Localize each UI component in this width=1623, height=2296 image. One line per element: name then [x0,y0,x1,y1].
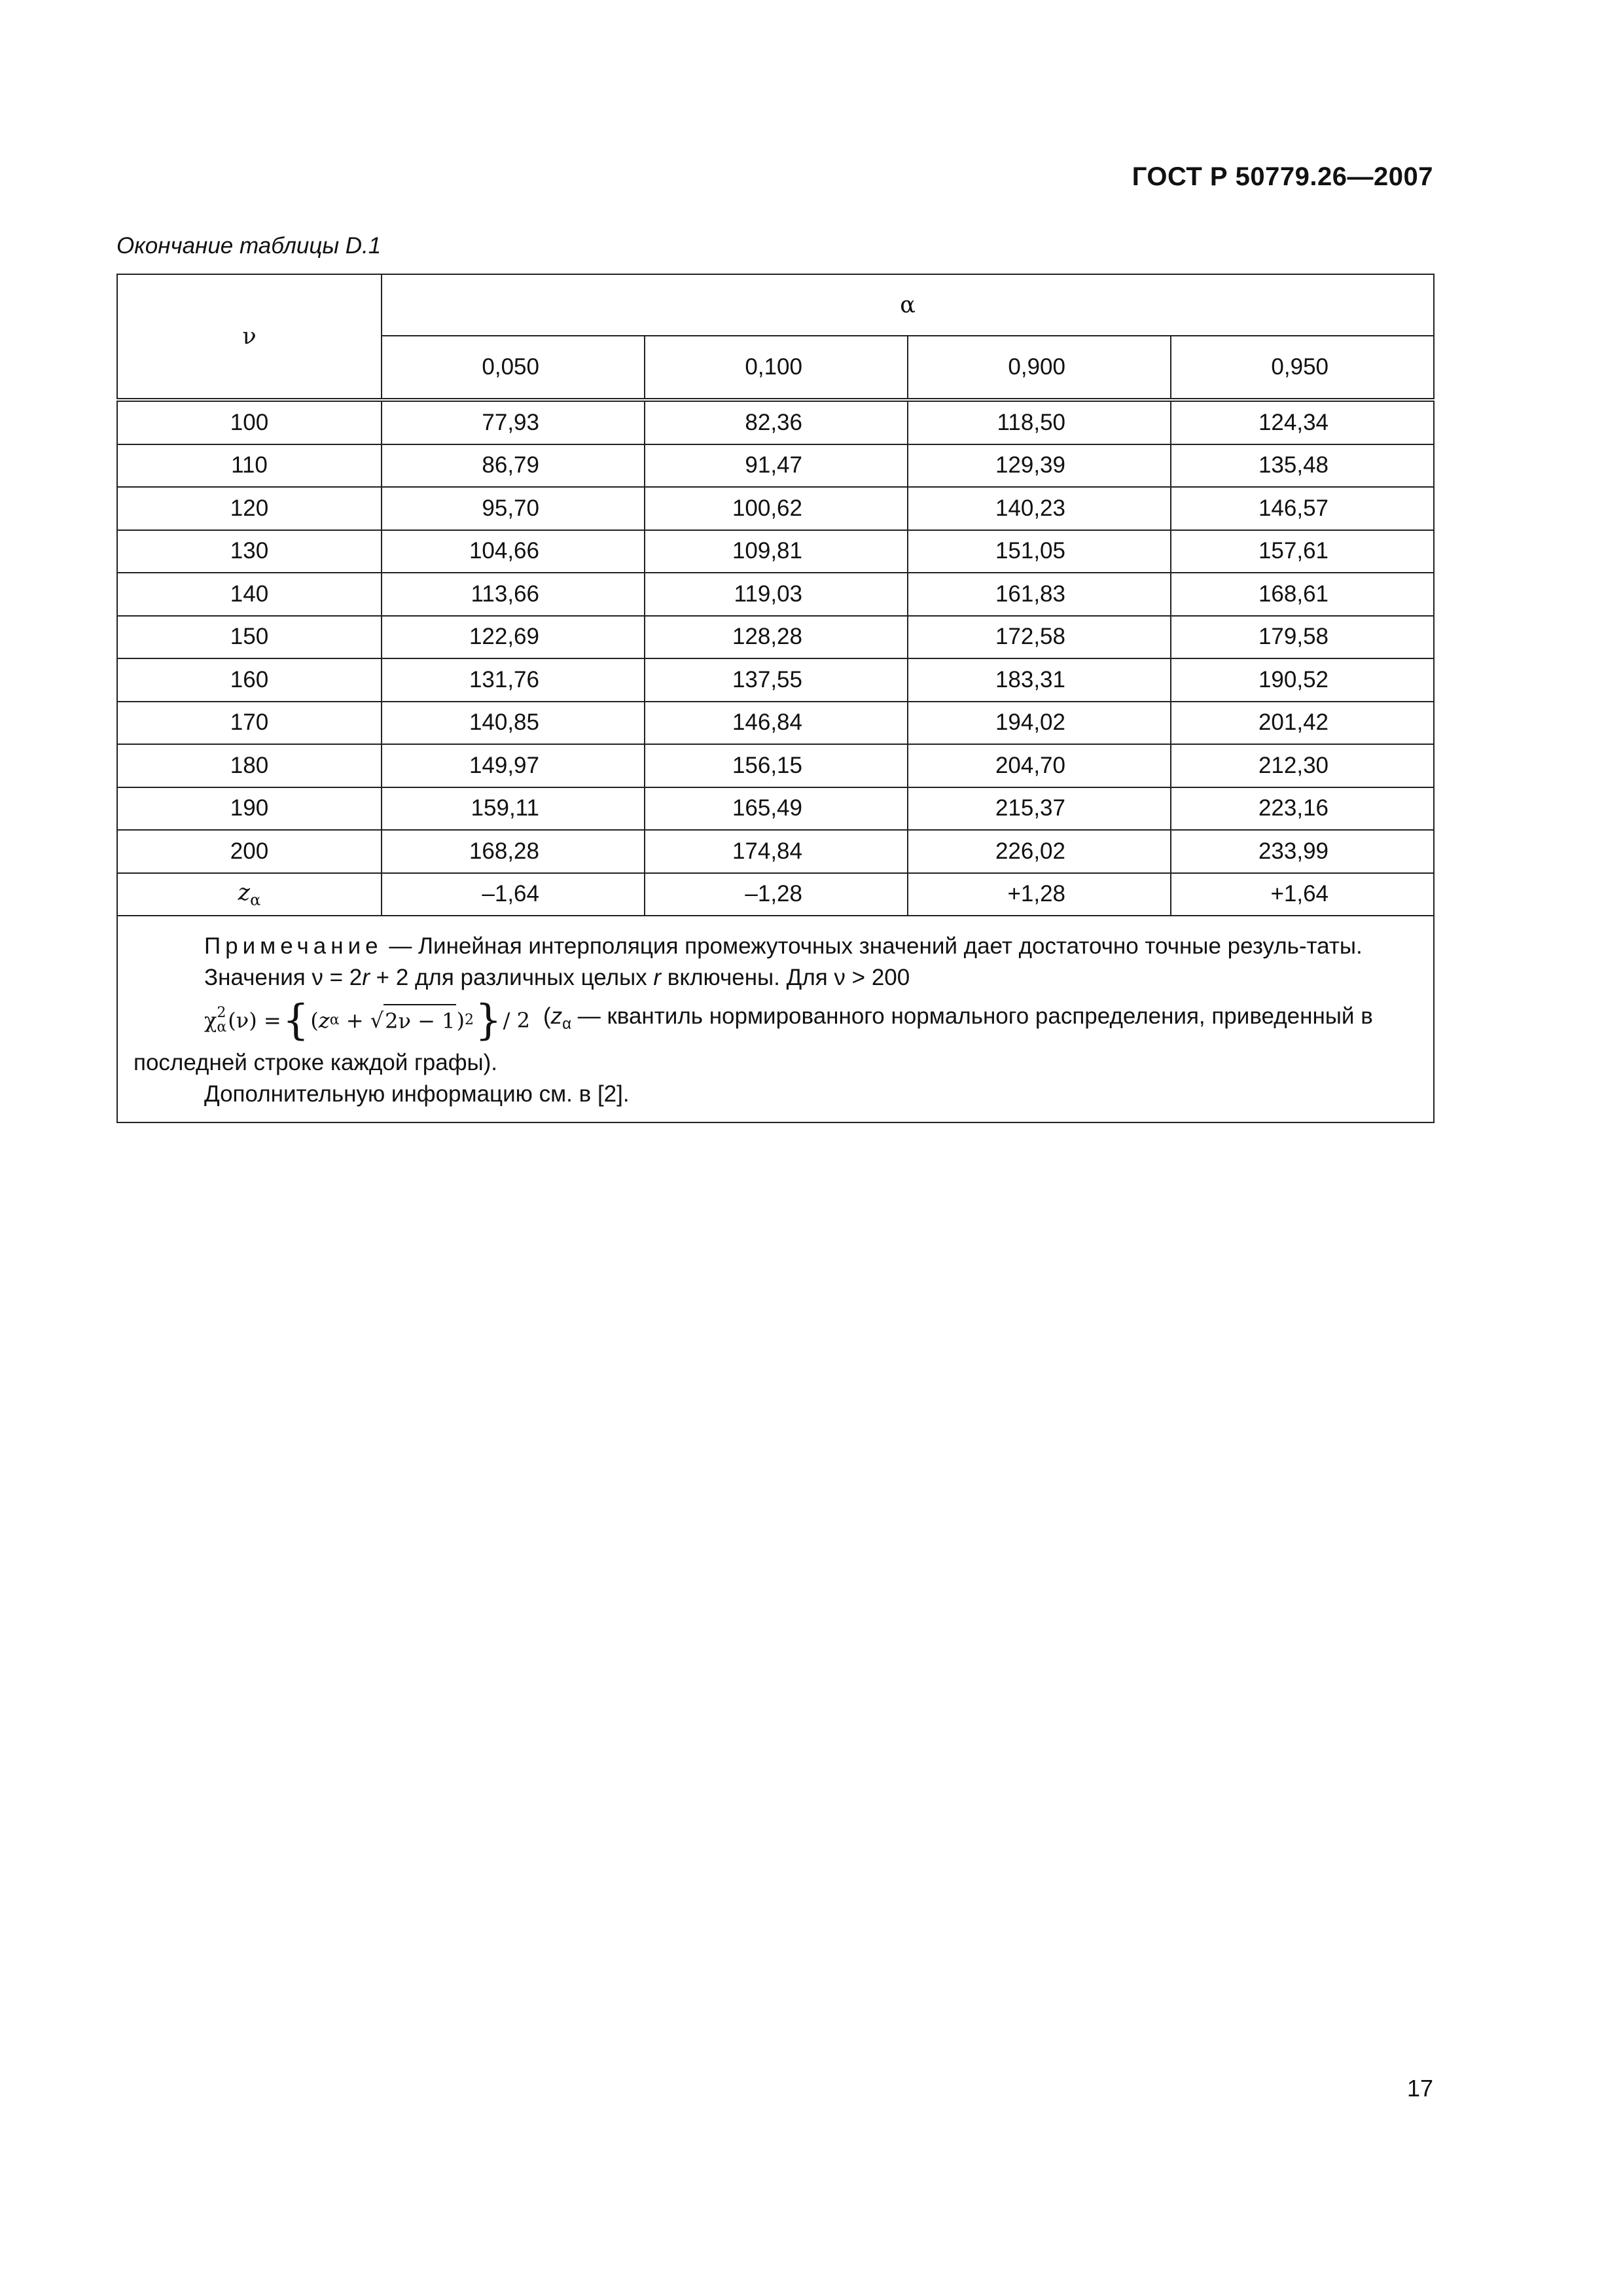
z-value-cell: –1,28 [645,873,908,916]
value-cell: 77,93 [382,400,645,444]
z-label [238,879,261,909]
level-header: 0,950 [1171,336,1434,400]
value-cell: 95,70 [382,487,645,530]
value-cell: 172,58 [908,616,1171,659]
formula-text-zsub: α [562,1015,571,1033]
nu-cell: 100 [117,400,382,444]
page-number: 17 [1406,2075,1433,2102]
value-cell: 140,23 [908,487,1171,530]
note-row [117,916,1434,1122]
value-cell: 233,99 [1171,830,1434,873]
formula-radicand: 2ν − 1 [383,1004,456,1037]
value-cell: 124,34 [1171,400,1434,444]
nu-cell: 180 [117,744,382,787]
value-cell: 149,97 [382,744,645,787]
value-cell: 215,37 [908,787,1171,831]
note-text: + 2 для различных целых [369,965,654,990]
value-cell: 226,02 [908,830,1171,873]
value-cell: 179,58 [1171,616,1434,659]
value-cell: 109,81 [645,530,908,573]
value-cell: 212,30 [1171,744,1434,787]
z-label-cell [117,873,382,916]
formula-plus: + [346,1008,364,1033]
value-cell: 201,42 [1171,702,1434,745]
note-text: Значения ν = 2 [204,965,363,990]
value-cell: 168,28 [382,830,645,873]
formula-sub: α [217,1019,227,1035]
value-cell: 146,57 [1171,487,1434,530]
z-row [117,873,1434,916]
value-cell: 100,62 [645,487,908,530]
z-value-cell: +1,28 [908,873,1171,916]
value-cell: 129,39 [908,444,1171,488]
note-prefix: Примечание [204,933,383,959]
table-row [117,830,1434,873]
formula-z: z [318,1008,330,1033]
value-cell: 128,28 [645,616,908,659]
formula-sup: 2 [217,1005,226,1021]
table-row [117,744,1434,787]
note-text: включены. Для ν > 200 [661,965,910,990]
alpha-header: α [382,274,1434,336]
value-cell: 159,11 [382,787,645,831]
value-cell: 146,84 [645,702,908,745]
nu-cell: 130 [117,530,382,573]
value-cell: 86,79 [382,444,645,488]
note-line-4: последней строке каждой графы). [134,1050,498,1075]
standard-code: ГОСТ Р 50779.26—2007 [1132,162,1433,191]
note-text-1: — Линейная интерполяция промежуточных значений дает достаточно точные резуль-таты. [389,933,1363,959]
value-cell: 223,16 [1171,787,1434,831]
note-line-1 [134,931,1418,962]
value-cell: 118,50 [908,400,1171,444]
value-cell: 137,55 [645,658,908,702]
value-cell: 168,61 [1171,573,1434,616]
value-cell: 183,31 [908,658,1171,702]
nu-cell: 120 [117,487,382,530]
table-row [117,400,1434,444]
z-value-cell: –1,64 [382,873,645,916]
value-cell: 161,83 [908,573,1171,616]
nu-cell: 170 [117,702,382,745]
table-caption: Окончание таблицы D.1 [116,233,382,259]
table-row [117,573,1434,616]
level-header: 0,900 [908,336,1171,400]
value-cell: 91,47 [645,444,908,488]
formula-z-sub: α [329,1012,340,1028]
value-cell: 119,03 [645,573,908,616]
formula-div: / 2 [503,1008,530,1033]
nu-cell: 200 [117,830,382,873]
table-row [117,530,1434,573]
formula-arg: (ν) = [228,1008,281,1033]
nu-cell: 110 [117,444,382,488]
z-symbol: z [238,879,251,906]
chi-square-table [116,274,1435,1123]
table-row [117,444,1434,488]
value-cell: 113,66 [382,573,645,616]
right-brace: } [474,996,502,1045]
table-row [117,787,1434,831]
value-cell: 122,69 [382,616,645,659]
value-cell: 135,48 [1171,444,1434,488]
nu-cell: 140 [117,573,382,616]
value-cell: 156,15 [645,744,908,787]
formula-text: ( [543,1003,551,1029]
table-row [117,702,1434,745]
nu-cell: 190 [117,787,382,831]
nu-cell: 160 [117,658,382,702]
level-header: 0,050 [382,336,645,400]
note-cell [117,916,1434,1122]
table-row [117,658,1434,702]
note-line-2 [134,962,1418,994]
value-cell: 157,61 [1171,530,1434,573]
value-cell: 204,70 [908,744,1171,787]
formula-text: — квантиль нормированного нормального распределения, приведенный в [571,1003,1373,1029]
value-cell: 82,36 [645,400,908,444]
note-line-5: Дополнительную информацию см. в [2]. [204,1081,630,1107]
note-var-r: r [653,965,662,990]
table-body [117,400,1434,1122]
formula-line [134,994,1418,1047]
note-var-r: r [362,965,370,990]
value-cell: 140,85 [382,702,645,745]
value-cell: 194,02 [908,702,1171,745]
z-value-cell: +1,64 [1171,873,1434,916]
z-subscript: α [250,890,261,909]
formula-square: 2 [464,1012,474,1028]
level-header: 0,100 [645,336,908,400]
value-cell: 190,52 [1171,658,1434,702]
nu-cell: 150 [117,616,382,659]
table-row [117,487,1434,530]
formula-explanation [543,1001,1373,1040]
table-row [117,616,1434,659]
value-cell: 131,76 [382,658,645,702]
formula-chi: χ [204,1008,217,1033]
value-cell: 151,05 [908,530,1171,573]
formula-text-z: z [550,1003,563,1029]
value-cell: 165,49 [645,787,908,831]
value-cell: 104,66 [382,530,645,573]
value-cell: 174,84 [645,830,908,873]
chi-square-formula: χ 2 α (ν) = { ( z α + √ 2ν − 1 ) 2 } / 2 [204,996,530,1045]
nu-column-header: ν [117,274,382,400]
left-brace: { [282,996,310,1045]
